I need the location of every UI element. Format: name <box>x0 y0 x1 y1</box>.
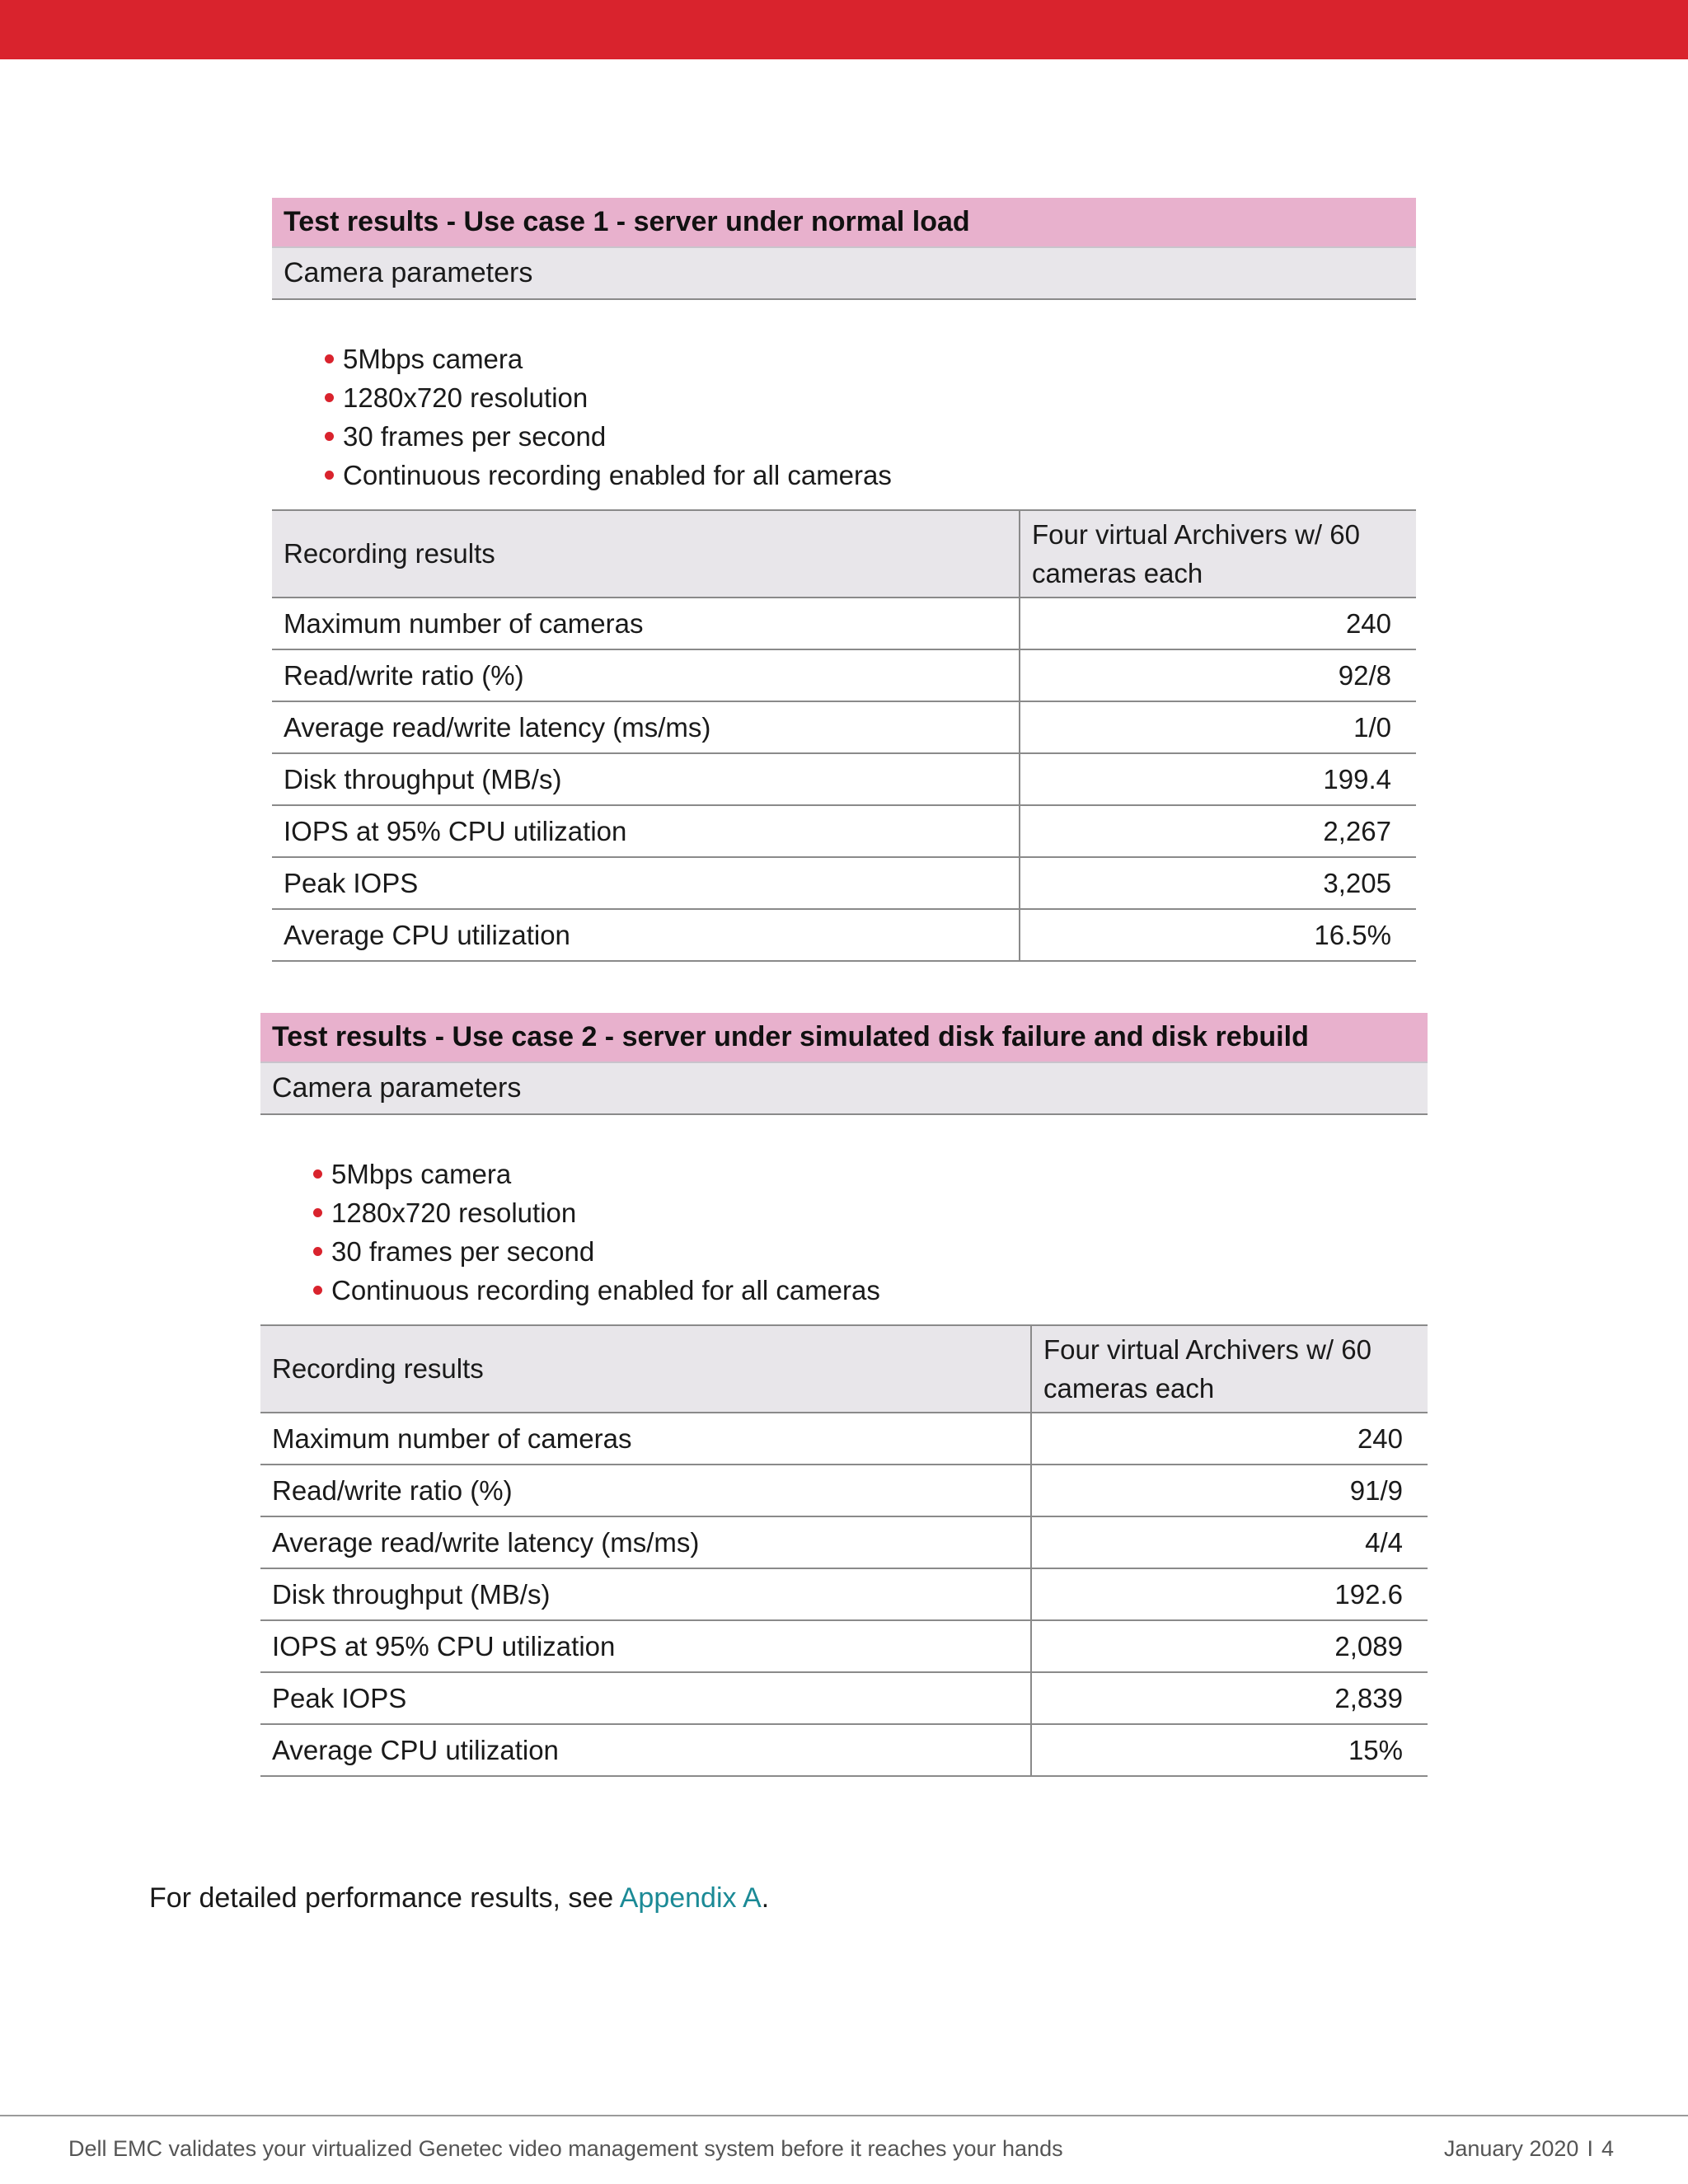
table-row <box>260 1724 1428 1776</box>
metric-label: Read/write ratio (%) <box>260 1465 1031 1516</box>
metric-value: 3,205 <box>1020 857 1416 909</box>
header-recording-results: Recording results <box>272 510 1020 598</box>
footer-page-info <box>1444 2136 1614 2162</box>
bullet-icon <box>313 1286 322 1295</box>
list-item: 5Mbps camera <box>313 1155 1428 1193</box>
bullet-icon <box>313 1169 322 1179</box>
table-row <box>272 598 1416 649</box>
metric-label: Maximum number of cameras <box>272 598 1020 649</box>
bullet-icon <box>325 393 334 402</box>
metric-label: Maximum number of cameras <box>260 1413 1031 1465</box>
table-header-row <box>260 1325 1428 1413</box>
appendix-a-link[interactable]: Appendix A <box>619 1882 762 1914</box>
metric-label: Disk throughput (MB/s) <box>260 1568 1031 1620</box>
table-row <box>272 909 1416 961</box>
table-header-row <box>272 510 1416 598</box>
metric-label: Average read/write latency (ms/ms) <box>272 701 1020 753</box>
metric-value: 16.5% <box>1020 909 1416 961</box>
metric-label: Peak IOPS <box>272 857 1020 909</box>
metric-value: 2,089 <box>1031 1620 1428 1672</box>
table-row <box>272 857 1416 909</box>
list-item: Continuous recording enabled for all cameras <box>313 1271 1428 1310</box>
metric-value: 4/4 <box>1031 1516 1428 1568</box>
table-row <box>272 649 1416 701</box>
table-row <box>260 1672 1428 1724</box>
metric-value: 1/0 <box>1020 701 1416 753</box>
metric-value: 2,267 <box>1020 805 1416 857</box>
metric-label: Peak IOPS <box>260 1672 1031 1724</box>
metric-value: 2,839 <box>1031 1672 1428 1724</box>
metric-value: 92/8 <box>1020 649 1416 701</box>
table-row <box>260 1516 1428 1568</box>
page-number: 4 <box>1601 2136 1614 2161</box>
camera-parameters-list <box>272 300 1416 509</box>
metric-label: Average CPU utilization <box>272 909 1020 961</box>
table-row <box>272 753 1416 805</box>
bullet-icon <box>325 354 334 363</box>
bullet-icon <box>325 432 334 441</box>
header-archivers: Four virtual Archivers w/ 60 cameras each <box>1020 510 1416 598</box>
table-row <box>260 1568 1428 1620</box>
list-item: 1280x720 resolution <box>325 378 1416 417</box>
use-case-2-section <box>260 1013 1428 1777</box>
section-title: Test results - Use case 2 - server under simulated disk failure and disk rebuild <box>260 1013 1428 1063</box>
recording-results-table <box>272 509 1416 962</box>
footer-separator: I <box>1587 2136 1593 2161</box>
top-brand-bar <box>0 0 1688 59</box>
recording-results-table <box>260 1324 1428 1777</box>
footer-date: January 2020 <box>1443 2136 1579 2161</box>
table-row <box>260 1620 1428 1672</box>
bullet-icon <box>313 1208 322 1217</box>
metric-label: Average CPU utilization <box>260 1724 1031 1776</box>
metric-value: 199.4 <box>1020 753 1416 805</box>
section-subtitle: Camera parameters <box>272 248 1416 300</box>
section-subtitle: Camera parameters <box>260 1063 1428 1115</box>
metric-value: 91/9 <box>1031 1465 1428 1516</box>
footer-divider <box>0 2115 1688 2116</box>
metric-value: 15% <box>1031 1724 1428 1776</box>
metric-value: 240 <box>1020 598 1416 649</box>
metric-value: 192.6 <box>1031 1568 1428 1620</box>
metric-label: Disk throughput (MB/s) <box>272 753 1020 805</box>
list-item: 5Mbps camera <box>325 340 1416 378</box>
metric-label: Average read/write latency (ms/ms) <box>260 1516 1031 1568</box>
list-item: 30 frames per second <box>325 417 1416 456</box>
metric-label: Read/write ratio (%) <box>272 649 1020 701</box>
bullet-icon <box>325 471 334 480</box>
section-title: Test results - Use case 1 - server under normal load <box>272 198 1416 248</box>
bullet-icon <box>313 1247 322 1256</box>
list-item: 30 frames per second <box>313 1232 1428 1271</box>
table-row <box>260 1413 1428 1465</box>
header-recording-results: Recording results <box>260 1325 1031 1413</box>
metric-value: 240 <box>1031 1413 1428 1465</box>
table-row <box>272 701 1416 753</box>
metric-label: IOPS at 95% CPU utilization <box>272 805 1020 857</box>
use-case-1-section <box>272 198 1416 962</box>
list-item: Continuous recording enabled for all cameras <box>325 456 1416 494</box>
table-row <box>260 1465 1428 1516</box>
table-row <box>272 805 1416 857</box>
metric-label: IOPS at 95% CPU utilization <box>260 1620 1031 1672</box>
header-archivers: Four virtual Archivers w/ 60 cameras each <box>1031 1325 1428 1413</box>
footer-document-title: Dell EMC validates your virtualized Genetec video management system before it reaches your hands <box>68 2136 1063 2161</box>
camera-parameters-list <box>260 1115 1428 1324</box>
list-item: 1280x720 resolution <box>313 1193 1428 1232</box>
performance-note: For detailed performance results, see Appendix A. <box>149 1882 770 1914</box>
